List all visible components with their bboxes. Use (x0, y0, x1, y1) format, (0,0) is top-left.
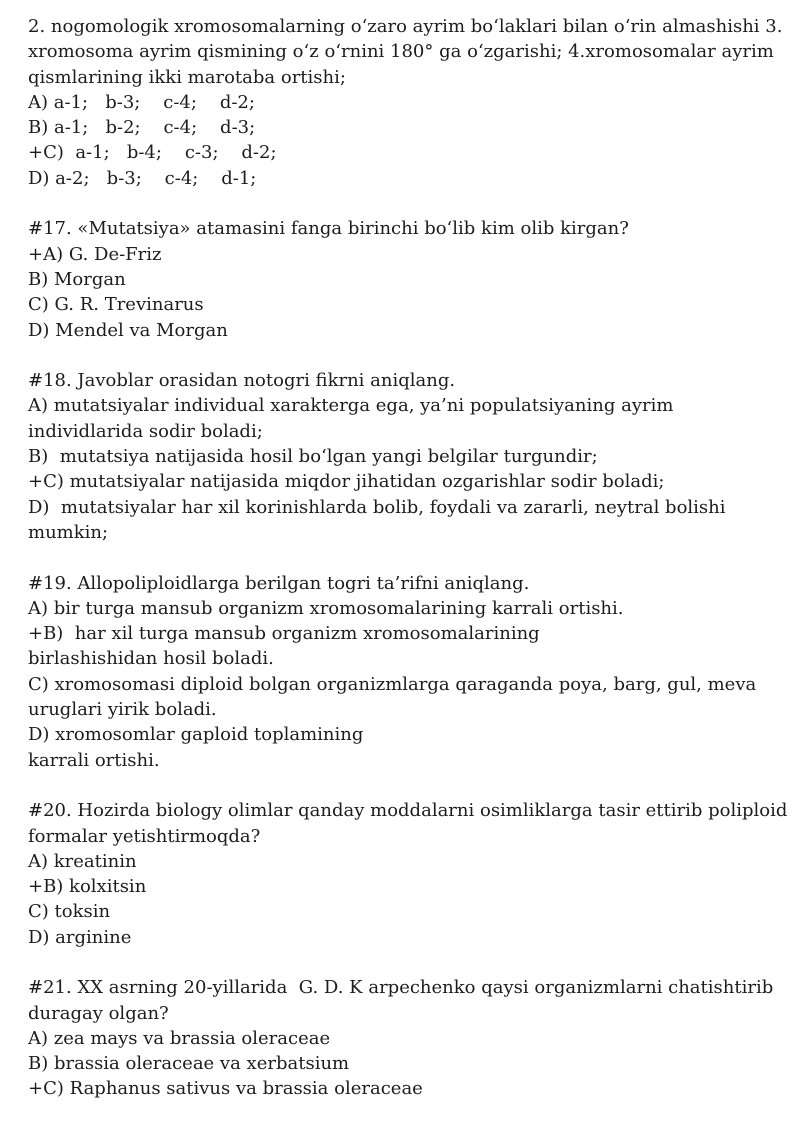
question-20: #20. Hozirda biology olimlar qanday moddalarni osimliklarga tasir ettirib poliploid (28, 800, 788, 822)
answer-option-continued: individlarida sodir boladi; (28, 420, 263, 442)
answer-option-correct: +A) G. De-Friz (28, 243, 162, 265)
question-21-continued: duragay olgan? (28, 1002, 169, 1024)
answer-option-continued: karrali ortishi. (28, 749, 160, 771)
answer-option: B) brassia oleraceae va xerbatsium (28, 1053, 350, 1075)
answer-option: C) xromosomasi diploid bolgan organizmlarga qaraganda poya, barg, gul, meva (28, 673, 757, 695)
question-17: #17. «Mutatsiya» atamasini fanga birinchi bo‘lib kim olib kirgan? (28, 218, 629, 240)
answer-option-correct: +C) Raphanus sativus va brassia oleraceae (28, 1078, 423, 1100)
text-line: xromosoma ayrim qismining o‘z o‘rnini 180° ga o‘zgarishi; 4.xromosomalar ayrim (28, 41, 774, 63)
answer-option-correct: +B) har xil turga mansub organizm xromosomalarining (28, 623, 540, 645)
answer-option: D) xromosomlar gaploid toplamining (28, 724, 364, 746)
blank-line (28, 773, 788, 798)
blank-line (28, 950, 788, 975)
answer-option: D) Mendel va Morgan (28, 319, 228, 341)
answer-option: C) toksin (28, 901, 111, 923)
text-line: qismlarining ikki marotaba ortishi; (28, 66, 346, 88)
question-21: #21. XX asrning 20-yillarida G. D. K arpechenko qaysi organizmlarni chatishtirib (28, 977, 774, 999)
answer-option-continued: mumkin; (28, 521, 109, 543)
answer-option: B) mutatsiya natijasida hosil bo‘lgan yangi belgilar turgundir; (28, 446, 598, 468)
blank-line (28, 545, 788, 570)
answer-option-correct: +B) kolxitsin (28, 876, 147, 898)
answer-option-continued: birlashishidan hosil boladi. (28, 648, 274, 670)
blank-line (28, 191, 788, 216)
question-18: #18. Javoblar orasidan notogri fikrni aniqlang. (28, 370, 456, 392)
answer-option: A) zea mays va brassia oleraceae (28, 1027, 331, 1049)
answer-option: C) G. R. Trevinarus (28, 294, 204, 316)
answer-option: A) a-1; b-3; c-4; d-2; (28, 91, 255, 113)
blank-line (28, 343, 788, 368)
text-line: 2. nogomologik xromosomalarning o‘zaro ayrim bo‘laklari bilan o‘rin almashishi 3. (28, 16, 783, 37)
document-page (28, 14, 788, 1102)
answer-option: A) bir turga mansub organizm xromosomalarining karrali ortishi. (28, 597, 624, 619)
question-20-continued: formalar yetishtirmoqda? (28, 825, 261, 847)
answer-option: A) mutatsiyalar individual xarakterga ega, ya’ni populatsiyaning ayrim (28, 395, 674, 417)
answer-option: A) kreatinin (28, 850, 137, 872)
answer-option: B) Morgan (28, 268, 126, 290)
answer-option: D) a-2; b-3; c-4; d-1; (28, 167, 257, 189)
answer-option-correct: +C) mutatsiyalar natijasida miqdor jihatidan ozgarishlar sodir boladi; (28, 471, 665, 493)
answer-option: B) a-1; b-2; c-4; d-3; (28, 117, 256, 139)
question-19: #19. Allopoliploidlarga berilgan togri ta’rifni aniqlang. (28, 572, 530, 594)
answer-option: D) arginine (28, 926, 132, 948)
answer-option: D) mutatsiyalar har xil korinishlarda bolib, foydali va zararli, neytral bolishi (28, 496, 726, 518)
answer-option-correct: +C) a-1; b-4; c-3; d-2; (28, 142, 277, 164)
answer-option-continued: uruglari yirik boladi. (28, 699, 217, 721)
